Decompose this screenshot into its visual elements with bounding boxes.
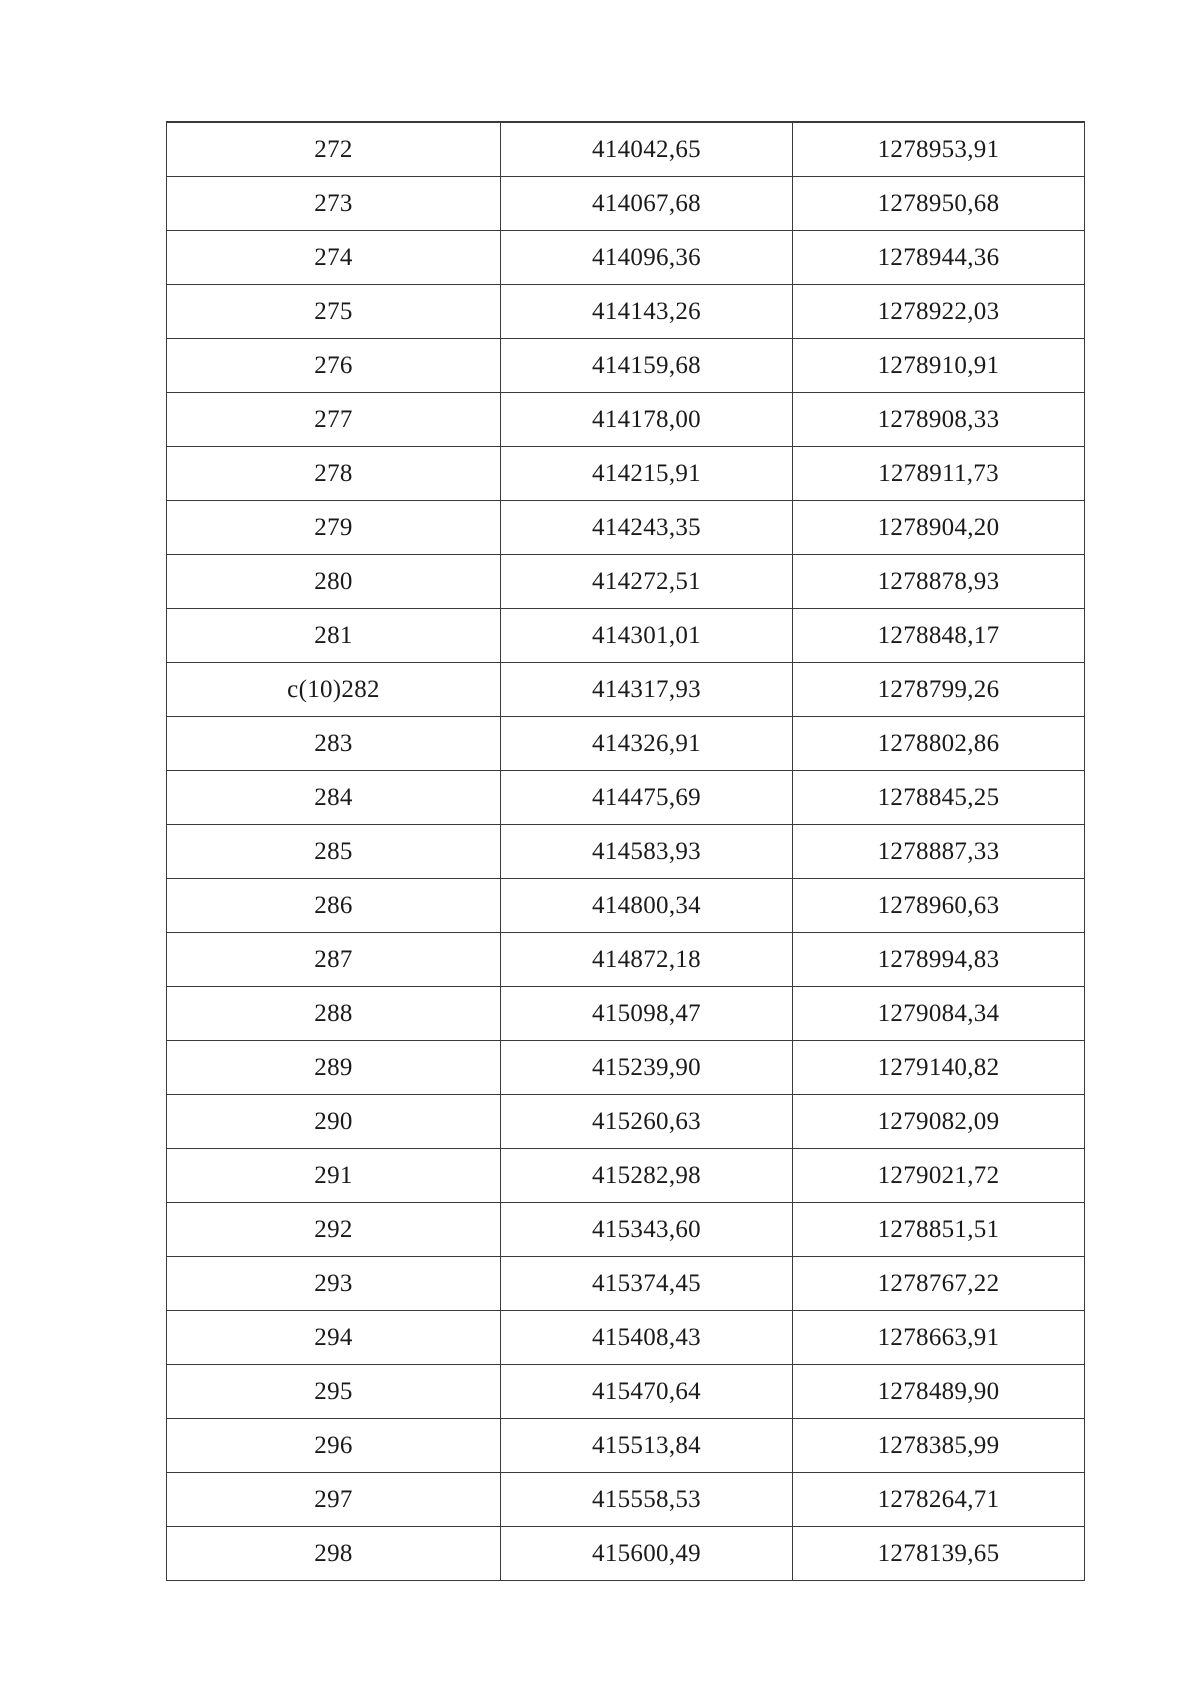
table-row <box>167 555 1085 609</box>
x-coordinate-cell: 415239,90 <box>501 1041 793 1095</box>
point-number-cell: 296 <box>167 1419 501 1473</box>
y-coordinate-cell: 1278489,90 <box>793 1365 1085 1419</box>
x-coordinate-cell: 414800,34 <box>501 879 793 933</box>
y-coordinate-cell: 1278264,71 <box>793 1473 1085 1527</box>
x-coordinate-cell: 414301,01 <box>501 609 793 663</box>
x-coordinate-cell: 414143,26 <box>501 285 793 339</box>
x-coordinate-cell: 415408,43 <box>501 1311 793 1365</box>
point-number-cell: 276 <box>167 339 501 393</box>
x-coordinate-cell: 414042,65 <box>501 122 793 177</box>
x-coordinate-cell: 414096,36 <box>501 231 793 285</box>
table-row <box>167 177 1085 231</box>
x-coordinate-cell: 414583,93 <box>501 825 793 879</box>
point-number-cell: 286 <box>167 879 501 933</box>
table-row <box>167 1527 1085 1581</box>
point-number-cell: 283 <box>167 717 501 771</box>
table-row <box>167 393 1085 447</box>
y-coordinate-cell: 1278848,17 <box>793 609 1085 663</box>
table-row <box>167 825 1085 879</box>
table-row <box>167 231 1085 285</box>
point-number-cell: 273 <box>167 177 501 231</box>
point-number-cell: 285 <box>167 825 501 879</box>
y-coordinate-cell: 1278851,51 <box>793 1203 1085 1257</box>
x-coordinate-cell: 415513,84 <box>501 1419 793 1473</box>
table-row <box>167 1419 1085 1473</box>
x-coordinate-cell: 415470,64 <box>501 1365 793 1419</box>
point-number-cell: 275 <box>167 285 501 339</box>
x-coordinate-cell: 415098,47 <box>501 987 793 1041</box>
x-coordinate-cell: 414159,68 <box>501 339 793 393</box>
y-coordinate-cell: 1278904,20 <box>793 501 1085 555</box>
point-number-cell: 298 <box>167 1527 501 1581</box>
x-coordinate-cell: 415374,45 <box>501 1257 793 1311</box>
table-row <box>167 879 1085 933</box>
table-row <box>167 1203 1085 1257</box>
y-coordinate-cell: 1278922,03 <box>793 285 1085 339</box>
y-coordinate-cell: 1279084,34 <box>793 987 1085 1041</box>
y-coordinate-cell: 1279082,09 <box>793 1095 1085 1149</box>
table-row <box>167 285 1085 339</box>
y-coordinate-cell: 1278878,93 <box>793 555 1085 609</box>
y-coordinate-cell: 1278960,63 <box>793 879 1085 933</box>
y-coordinate-cell: 1279021,72 <box>793 1149 1085 1203</box>
y-coordinate-cell: 1278950,68 <box>793 177 1085 231</box>
point-number-cell: c(10)282 <box>167 663 501 717</box>
y-coordinate-cell: 1278799,26 <box>793 663 1085 717</box>
y-coordinate-cell: 1278385,99 <box>793 1419 1085 1473</box>
x-coordinate-cell: 414475,69 <box>501 771 793 825</box>
table-row <box>167 501 1085 555</box>
table-row <box>167 663 1085 717</box>
point-number-cell: 297 <box>167 1473 501 1527</box>
table-row <box>167 609 1085 663</box>
point-number-cell: 295 <box>167 1365 501 1419</box>
y-coordinate-cell: 1278887,33 <box>793 825 1085 879</box>
table-row <box>167 1095 1085 1149</box>
y-coordinate-cell: 1278910,91 <box>793 339 1085 393</box>
x-coordinate-cell: 414178,00 <box>501 393 793 447</box>
x-coordinate-cell: 415600,49 <box>501 1527 793 1581</box>
table-row <box>167 1365 1085 1419</box>
x-coordinate-cell: 415343,60 <box>501 1203 793 1257</box>
coordinates-table <box>166 121 1085 1581</box>
x-coordinate-cell: 415282,98 <box>501 1149 793 1203</box>
point-number-cell: 272 <box>167 122 501 177</box>
table-row <box>167 339 1085 393</box>
x-coordinate-cell: 414243,35 <box>501 501 793 555</box>
x-coordinate-cell: 414272,51 <box>501 555 793 609</box>
point-number-cell: 292 <box>167 1203 501 1257</box>
x-coordinate-cell: 414215,91 <box>501 447 793 501</box>
point-number-cell: 281 <box>167 609 501 663</box>
point-number-cell: 293 <box>167 1257 501 1311</box>
point-number-cell: 290 <box>167 1095 501 1149</box>
point-number-cell: 277 <box>167 393 501 447</box>
x-coordinate-cell: 414317,93 <box>501 663 793 717</box>
point-number-cell: 279 <box>167 501 501 555</box>
x-coordinate-cell: 414872,18 <box>501 933 793 987</box>
x-coordinate-cell: 414326,91 <box>501 717 793 771</box>
table-row <box>167 1473 1085 1527</box>
y-coordinate-cell: 1278953,91 <box>793 122 1085 177</box>
point-number-cell: 289 <box>167 1041 501 1095</box>
point-number-cell: 274 <box>167 231 501 285</box>
table-row <box>167 447 1085 501</box>
point-number-cell: 280 <box>167 555 501 609</box>
y-coordinate-cell: 1278911,73 <box>793 447 1085 501</box>
y-coordinate-cell: 1278994,83 <box>793 933 1085 987</box>
point-number-cell: 284 <box>167 771 501 825</box>
table-row <box>167 717 1085 771</box>
y-coordinate-cell: 1278663,91 <box>793 1311 1085 1365</box>
table-row <box>167 987 1085 1041</box>
point-number-cell: 294 <box>167 1311 501 1365</box>
table-row <box>167 1149 1085 1203</box>
point-number-cell: 291 <box>167 1149 501 1203</box>
y-coordinate-cell: 1278845,25 <box>793 771 1085 825</box>
y-coordinate-cell: 1278944,36 <box>793 231 1085 285</box>
y-coordinate-cell: 1278767,22 <box>793 1257 1085 1311</box>
x-coordinate-cell: 415260,63 <box>501 1095 793 1149</box>
x-coordinate-cell: 414067,68 <box>501 177 793 231</box>
point-number-cell: 287 <box>167 933 501 987</box>
table-row <box>167 1311 1085 1365</box>
table-row <box>167 1041 1085 1095</box>
point-number-cell: 288 <box>167 987 501 1041</box>
y-coordinate-cell: 1279140,82 <box>793 1041 1085 1095</box>
x-coordinate-cell: 415558,53 <box>501 1473 793 1527</box>
y-coordinate-cell: 1278802,86 <box>793 717 1085 771</box>
y-coordinate-cell: 1278139,65 <box>793 1527 1085 1581</box>
table-row <box>167 122 1085 177</box>
table-row <box>167 1257 1085 1311</box>
table-row <box>167 933 1085 987</box>
table-row <box>167 771 1085 825</box>
coordinates-table-body <box>167 122 1085 1581</box>
y-coordinate-cell: 1278908,33 <box>793 393 1085 447</box>
point-number-cell: 278 <box>167 447 501 501</box>
